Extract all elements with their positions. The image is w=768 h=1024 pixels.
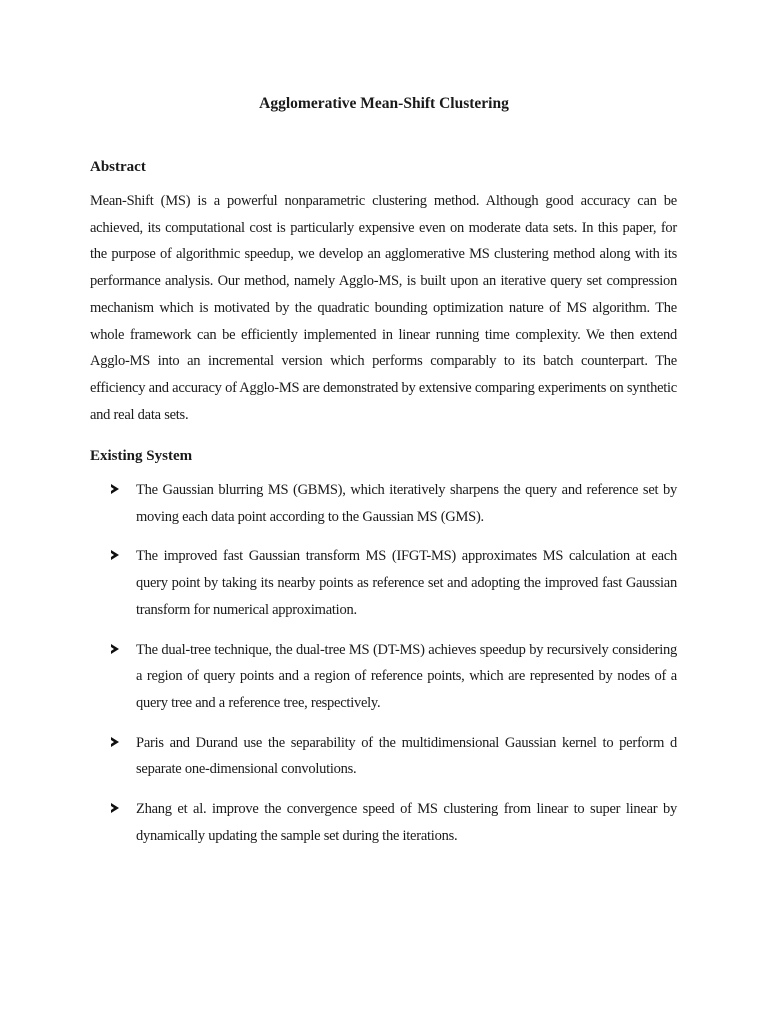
arrowhead-bullet-icon (111, 644, 119, 654)
existing-system-list (110, 477, 677, 862)
list-item (110, 543, 677, 623)
list-item (110, 477, 677, 530)
abstract-heading: Abstract (90, 159, 146, 175)
abstract-body: Mean-Shift (MS) is a powerful nonparametric clustering method. Although good accuracy can be achieved, its computational cost is particularly expensive even on moderate data sets. In this paper, for the purpose of algorithmic speedup, we develop an agglomerative MS clustering method along with its performance analysis. Our method, namely Agglo-MS, is built upon an iterative query set compression mechanism which is motivated by the quadratic bounding optimization nature of MS algorithm. The whole framework can be efficiently implemented in linear running time complexity. We then extend Agglo-MS into an incremental version which performs comparably to its batch counterpart. The efficiency and accuracy of Agglo-MS are demonstrated by extensive comparing experiments on synthetic and real data sets. (90, 193, 677, 423)
list-item-text: Zhang et al. improve the convergence speed of MS clustering from linear to super linear by dynamically updating the sample set during the iterations. (136, 801, 677, 844)
list-item-text: The improved fast Gaussian transform MS (IFGT-MS) approximates MS calculation at each query point by taking its nearby points as reference set and adopting the improved fast Gaussian transform for numerical approximation. (136, 548, 677, 618)
arrowhead-bullet-icon (111, 737, 119, 747)
existing-system-heading: Existing System (90, 448, 193, 464)
list-item (110, 637, 677, 717)
list-item-text: Paris and Durand use the separability of the multidimensional Gaussian kernel to perform d separate one-dimensional convolutions. (136, 734, 677, 778)
list-item (110, 730, 677, 783)
arrowhead-bullet-icon (111, 803, 119, 813)
list-item (110, 796, 677, 849)
document-title: Agglomerative Mean-Shift Clustering (259, 95, 509, 112)
arrowhead-bullet-icon (111, 550, 119, 560)
arrowhead-bullet-icon (111, 484, 119, 494)
list-item-text: The Gaussian blurring MS (GBMS), which iteratively sharpens the query and reference set by moving each data point according to the Gaussian MS (GMS). (136, 482, 677, 525)
list-item-text: The dual-tree technique, the dual-tree MS (DT-MS) achieves speedup by recursively considering a region of query points and a region of reference points, which are represented by nodes of a query tree and a reference tree, respectively. (136, 641, 677, 711)
